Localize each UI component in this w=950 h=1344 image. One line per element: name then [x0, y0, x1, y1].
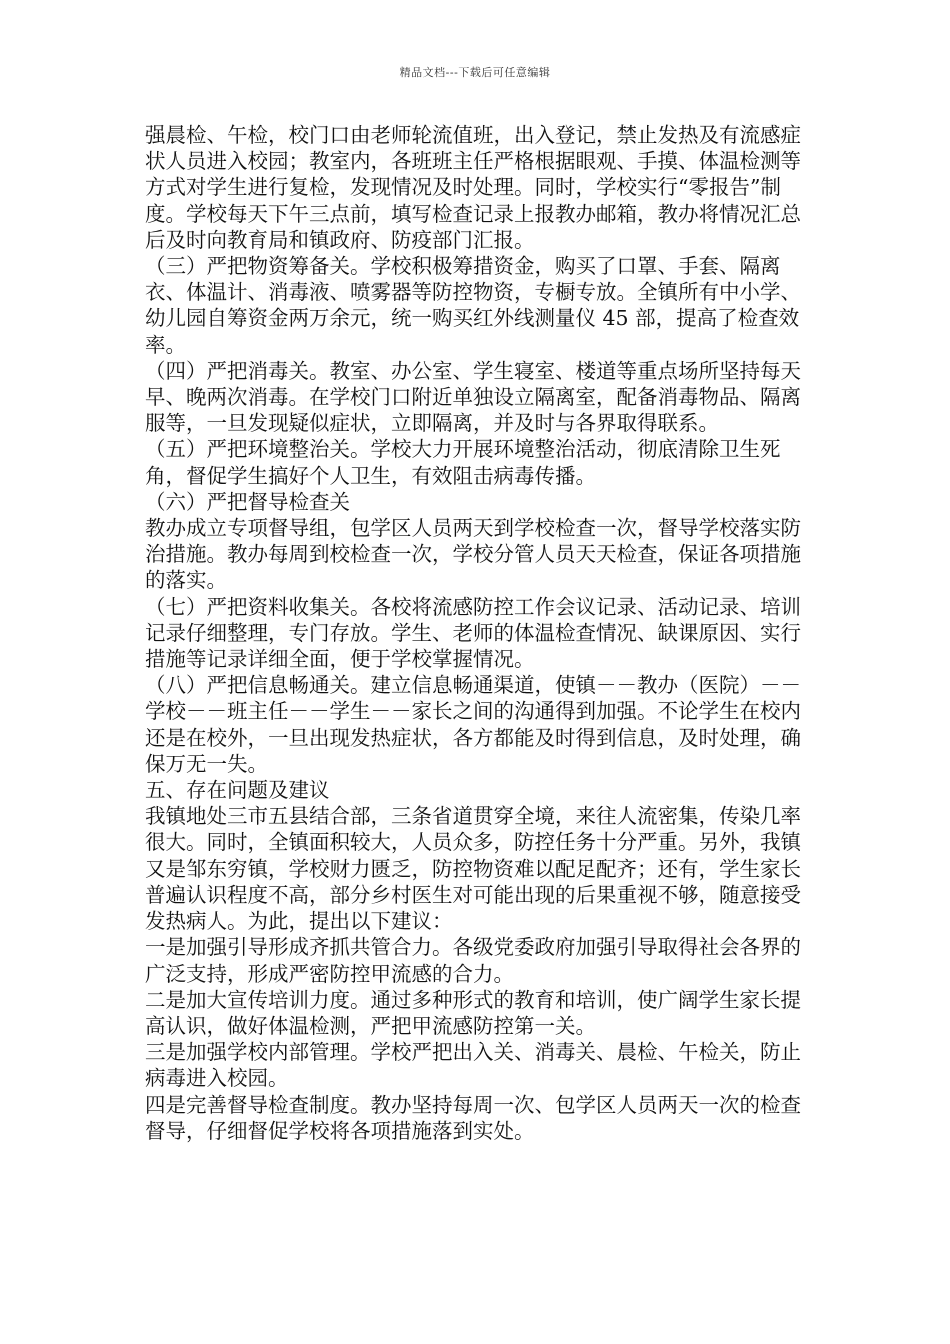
paragraph-records: （七）严把资料收集关。各校将流感防控工作会议记录、活动记录、培训记录仔细整理，专门存放。学生、老师的体温检查情况、缺课原因、实行措施等记录详细全面，便于学校掌握情况。 [145, 594, 801, 672]
suggestion-3: 三是加强学校内部管理。学校严把出入关、消毒关、晨检、午检关，防止病毒进入校园。 [145, 1040, 801, 1091]
paragraph-supplies: （三）严把物资筹备关。学校积极筹措资金，购买了口罩、手套、隔离衣、体温计、消毒液、喷雾器等防控物资，专橱专放。全镇所有中小学、幼儿园自筹资金两万余元，统一购买红外线测量仪 45 部，提高了检查效率。 [145, 254, 801, 357]
section-heading-supervision: （六）严把督导检查关 [145, 489, 350, 514]
section-heading-problems: 五、存在问题及建议 [145, 778, 330, 803]
document-body [145, 122, 815, 1144]
suggestion-1: 一是加强引导形成齐抓共管合力。各级党委政府加强引导取得社会各界的广泛支持，形成严密防控甲流感的合力。 [145, 935, 801, 986]
suggestion-4: 四是完善督导检查制度。教办坚持每周一次、包学区人员两天一次的检查督导，仔细督促学校将各项措施落到实处。 [145, 1092, 801, 1143]
paragraph-environment: （五）严把环境整治关。学校大力开展环境整治活动，彻底清除卫生死角，督促学生搞好个人卫生，有效阻击病毒传播。 [145, 437, 781, 488]
paragraph-supervision: 教办成立专项督导组，包学区人员两天到学校检查一次，督导学校落实防治措施。教办每周到校检查一次，学校分管人员天天检查，保证各项措施的落实。 [145, 516, 801, 593]
page-header: 精品文档---下载后可任意编辑 [399, 66, 551, 79]
paragraph-disinfection: （四）严把消毒关。教室、办公室、学生寝室、楼道等重点场所坚持每天早、晚两次消毒。在学校门口附近单独设立隔离室，配备消毒物品、隔离服等，一旦发现疑似症状，立即隔离，并及时与各界取得联系。 [145, 358, 801, 436]
suggestion-2: 二是加大宣传培训力度。通过多种形式的教育和培训，使广阔学生家长提高认识，做好体温检测，严把甲流感防控第一关。 [145, 987, 801, 1038]
paragraph-morning-check: 强晨检、午检，校门口由老师轮流值班，出入登记，禁止发热及有流感症状人员进入校园；教室内，各班班主任严格根据眼观、手摸、体温检测等方式对学生进行复检，发现情况及时处理。同时，学校实行“零报告”制度。学校每天下午三点前，填写检查记录上报教办邮箱，教办将情况汇总后及时向教育局和镇政府、防疫部门汇报。 [145, 123, 801, 252]
paragraph-problems: 我镇地处三市五县结合部，三条省道贯穿全境，来往人流密集，传染几率很大。同时，全镇面积较大，人员众多，防控任务十分严重。另外，我镇又是邹东穷镇，学校财力匮乏，防控物资难以配足配齐；还有，学生家长普遍认识程度不高，部分乡村医生对可能出现的后果重视不够，随意接受发热病人。为此，提出以下建议： [145, 804, 801, 934]
paragraph-communication: （八）严把信息畅通关。建立信息畅通渠道，使镇－－教办（医院）－－学校－－班主任－－学生－－家长之间的沟通得到加强。不论学生在校内还是在校外，一旦出现发热症状，各方都能及时得到信息，及时处理，确保万无一失。 [145, 673, 801, 776]
